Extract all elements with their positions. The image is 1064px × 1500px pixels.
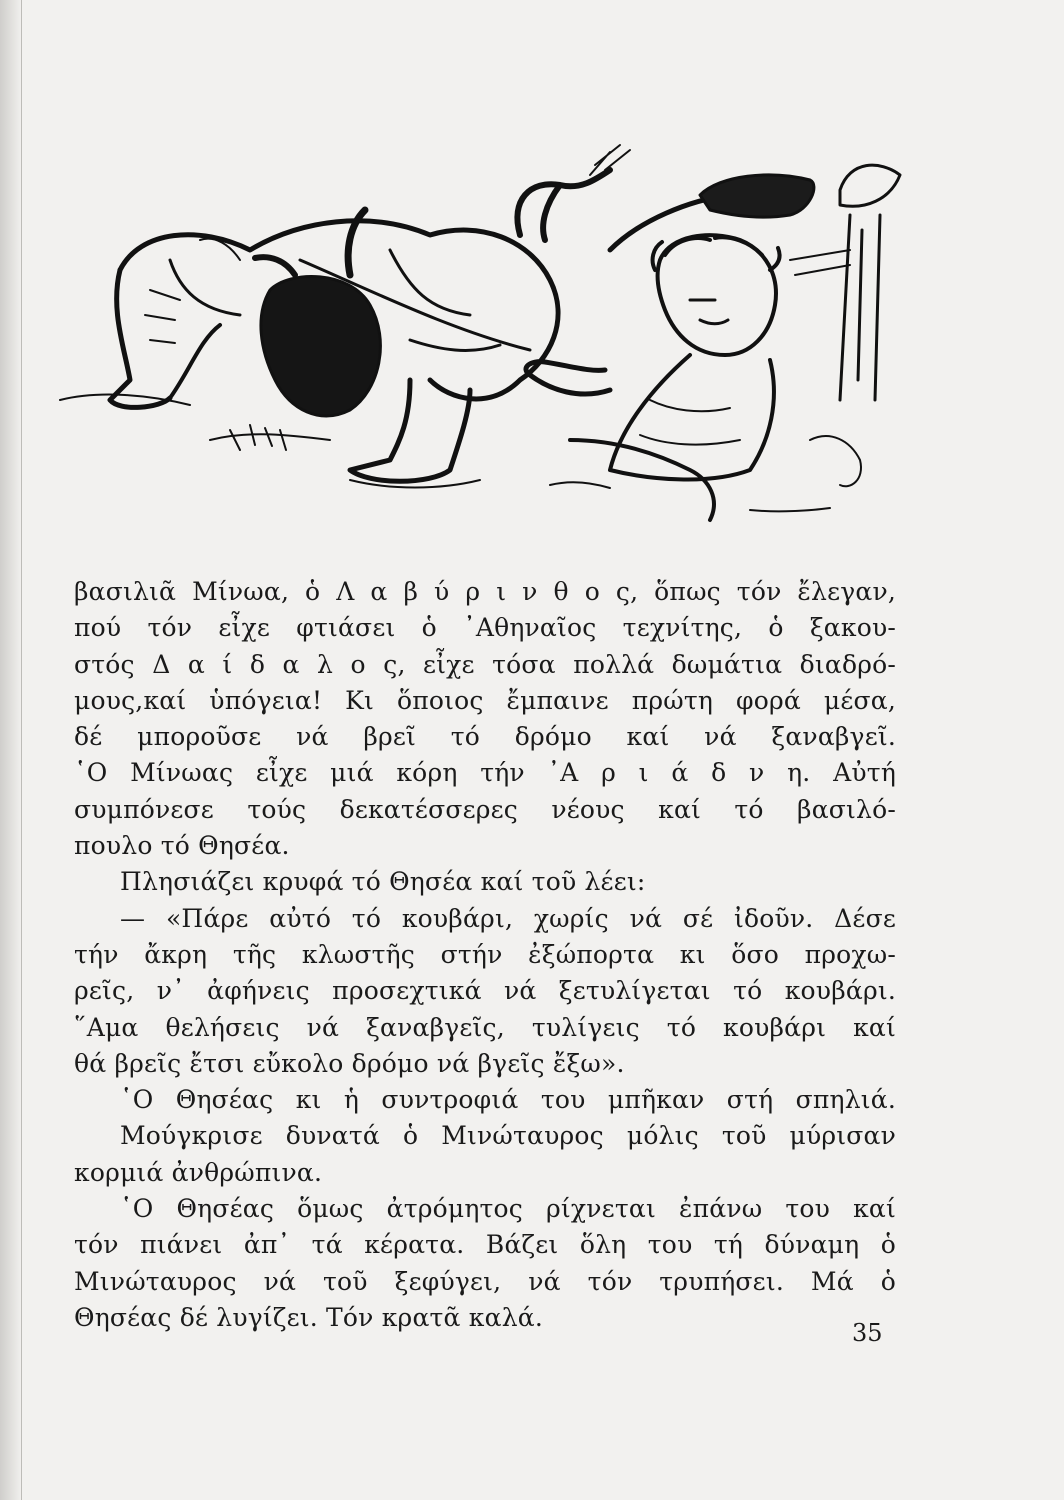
theseus-minotaur-illustration — [50, 140, 910, 540]
text-line: συμπόνεσε τούς δεκατέσσερες νέους καί τό βασιλό- — [74, 794, 896, 824]
column-capital — [840, 165, 900, 206]
body-text — [74, 574, 896, 1336]
page-number: 35 — [852, 1319, 883, 1347]
ground-marks — [60, 395, 830, 512]
text-line: πού τόν εἶχε φτιάσει ὁ ᾿Αθηναῖος τεχνίτης, ὁ ξακου- — [74, 613, 896, 643]
text-line: τήν ἄκρη τῆς κλωστῆς στήν ἐξώπορτα κι ὅσο προχω- — [74, 939, 896, 969]
minotaur-horn-right — [255, 257, 295, 275]
theseus-body — [610, 355, 774, 479]
text-line: μους,καί ὑπόγεια! Κι ὅποιος ἔμπαινε πρώτη φορά μέσα, — [74, 685, 896, 715]
text-line: Μούγκρισε δυνατά ὁ Μινώταυρος μόλις τοῦ μύρισαν — [120, 1121, 896, 1151]
text-line: βασιλιᾶ Μίνωα, ὁ Λ α β ύ ρ ι ν θ ο ς, ὅπως τόν ἔλεγαν, — [74, 577, 896, 606]
text-line: — «Πάρε αὐτό τό κουβάρι, χωρίς νά σέ ἰδοῦν. Δέσε — [120, 903, 896, 933]
minotaur-tail — [517, 170, 610, 240]
text-line: στός Δ α ί δ α λ ο ς, εἶχε τόσα πολλά δωμάτια διαδρό- — [74, 649, 896, 679]
theseus-club — [700, 175, 814, 217]
text-line: πουλο τό Θησέα. — [74, 831, 290, 861]
text-line: δέ μποροῦσε νά βρεῖ τό δρόμο καί νά ξαναβγεῖ. — [74, 722, 896, 752]
text-line: ῾Ο Μίνωας εἶχε μιά κόρη τήν ᾿Α ρ ι ά δ ν η. Αὐτή — [74, 758, 896, 788]
minotaur-head — [261, 276, 380, 415]
text-line: ρεῖς, ν᾿ ἀφήνεις προσεχτικά νά ξετυλίγεται τό κουβάρι. — [74, 976, 896, 1006]
text-line: Θησέας δέ λυγίζει. Τόν κρατᾶ καλά. — [74, 1302, 543, 1332]
text-line: ῾Ο Θησέας ὅμως ἀτρόμητος ρίχνεται ἐπάνω του καί — [120, 1194, 896, 1224]
text-line: Πλησιάζει κρυφά τό Θησέα καί τοῦ λέει: — [120, 867, 646, 897]
text-line: ῾Ο Θησέας κι ἡ συντροφιά του μπῆκαν στή σπηλιά. — [120, 1085, 896, 1115]
page-binding-line — [21, 0, 22, 1500]
column-shaft — [840, 215, 880, 400]
text-line: Μινώταυρος νά τοῦ ξεφύγει, νά τόν τρυπήσει. Μά ὁ — [74, 1266, 896, 1296]
text-line: κορμιά ἀνθρώπινα. — [74, 1157, 323, 1187]
text-line: ῞Αμα θελήσεις νά ξαναβγεῖς, τυλίγεις τό κουβάρι καί — [74, 1012, 896, 1042]
page-binding-edge — [0, 0, 22, 1500]
text-line: θά βρεῖς ἔτσι εὔκολο δρόμο νά βγεῖς ἔξω». — [74, 1048, 625, 1078]
text-line: τόν πιάνει ἀπ᾿ τά κέρατα. Βάζει ὅλη του τή δύναμη ὁ — [74, 1230, 896, 1260]
